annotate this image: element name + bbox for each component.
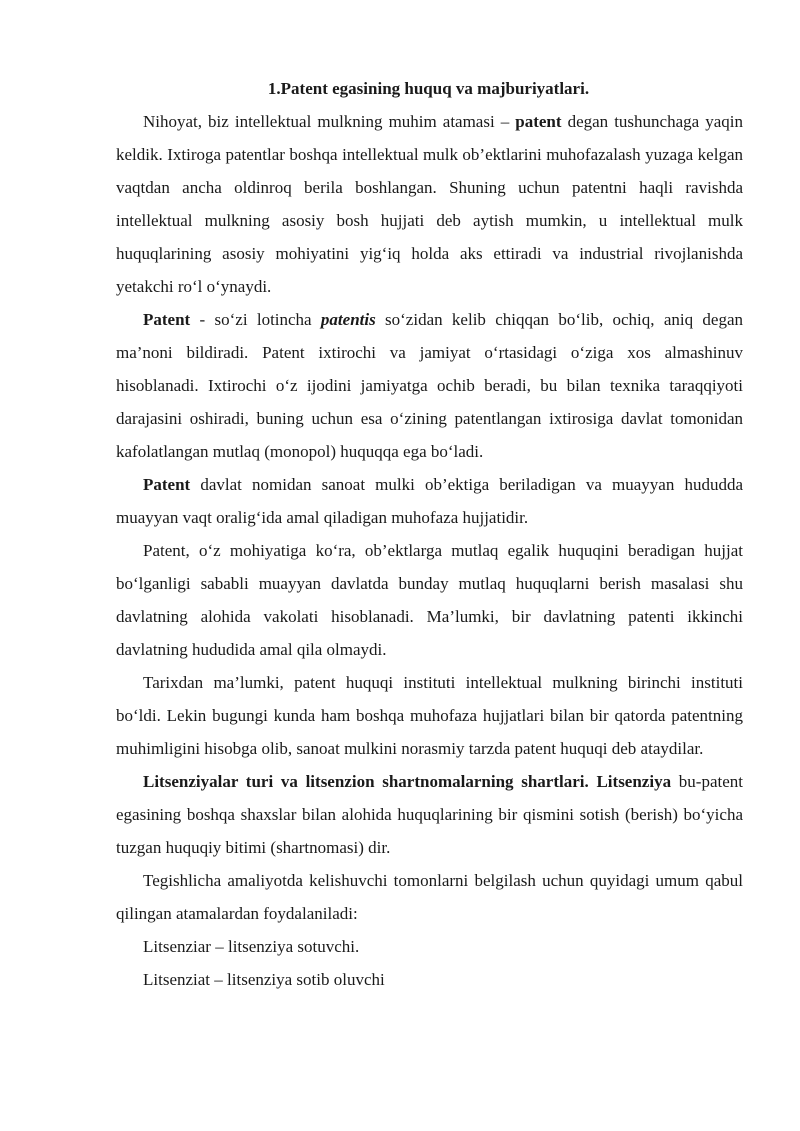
paragraph-licensor: Litsenziar – litsenziya sotuvchi. xyxy=(143,937,360,956)
paragraph-intro xyxy=(116,105,743,303)
text-run: degan tushunchaga yaqin keldik. Ixtiroga patentlar boshqa intellektual mulk ob’ektlarini muhofazalash yuzaga kelgan vaqtdan ancha oldinroq berila boshlangan. Shuning uchun patentni haqli ravishda intellektual mulkning asosiy bosh hujjati deb aytish mumkin, u intellektual mulk huquqlarining asosiy mohiyatini yig‘iq holda aks ettiradi va industrial rivojlanishda yetakchi ro‘l o‘ynaydi. xyxy=(116,112,743,296)
text-run: davlat nomidan sanoat mulki ob’ektiga beriladigan va muayyan hududda muayyan vaqt oralig‘ida amal qiladigan muhofaza hujjatidir. xyxy=(116,475,743,527)
bold-term: patent xyxy=(515,112,562,131)
paragraph-terms: Tegishlicha amaliyotda kelishuvchi tomonlarni belgilash uchun quyidagi umum qabul qilingan atamalardan foydalaniladi: xyxy=(116,871,743,923)
paragraph-patent-issued xyxy=(116,468,743,534)
paragraph-licensee: Litsenziat – litsenziya sotib oluvchi xyxy=(143,970,385,989)
text-run: so‘zidan kelib chiqqan bo‘lib, ochiq, aniq degan ma’noni bildiradi. Patent ixtirochi va jamiyat o‘rtasidagi o‘ziga xos almashinuv hisoblanadi. Ixtirochi o‘z ijodini jamiyatga ochib beradi, bu bilan texnika taraqqiyoti darajasini oshiradi, buning uchun esa o‘zining patentlangan ixtirosiga davlat tomonidan kafolatlangan mutlaq (monopol) huquqqa ega bo‘ladi. xyxy=(116,310,743,461)
bold-italic-term: patentis xyxy=(320,310,376,329)
bold-term: Patent xyxy=(143,310,191,329)
text-run: bu-patent egasining boshqa shaxslar bilan alohida huquqlarining bir qismini sotish (berish) bo‘yicha tuzgan huquqiy bitimi (shartnomasi) dir. xyxy=(116,772,743,857)
paragraph-history: Tarixdan ma’lumki, patent huquqi instituti intellektual mulkning birinchi instituti bo‘ldi. Lekin bugungi kunda ham boshqa muhofaza hujjatlari bilan bir qatorda patentning muhimligini hisobga olib, sanoat mulkini norasmiy tarzda patent huquqi deb ataydilar. xyxy=(116,673,743,758)
paragraph-license xyxy=(116,765,743,864)
section-heading: 1.Patent egasining huquq va majburiyatlari. xyxy=(267,79,590,98)
bold-term: Patent xyxy=(143,475,191,494)
text-run: - so‘zi lotincha xyxy=(190,310,321,329)
paragraph-patent-essence: Patent, o‘z mohiyatiga ko‘ra, ob’ektlarga mutlaq egalik huquqini beradigan hujjat bo‘lganligi sababli muayyan davlatda bunday mutlaq huquqlarni berish masalasi shu davlatning alohida vakolati hisoblanadi. Ma’lumki, bir davlatning patenti ikkinchi davlatning hududida amal qila olmaydi. xyxy=(116,541,743,659)
text-run: Nihoyat, biz intellektual mulkning muhim atamasi – xyxy=(143,112,516,131)
bold-term: Litsenziyalar turi va litsenzion shartnomalarning shartlari. Litsenziya xyxy=(143,772,672,791)
paragraph-patent-definition xyxy=(116,303,743,468)
